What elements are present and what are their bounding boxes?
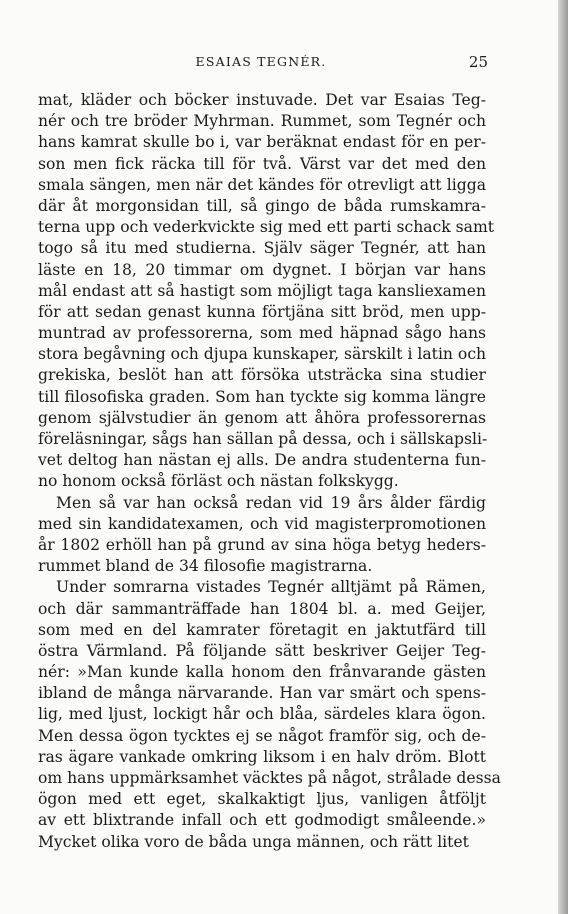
page-number: 25: [468, 53, 488, 71]
text-line: togo så itu med studierna. Själv säger Tegnér, att han: [38, 239, 486, 258]
text-line: lig, med ljust, lockigt hår och blåa, särdeles klara ögon.: [38, 705, 486, 724]
text-line: smala sängen, men när det kändes för otrevligt att ligga: [38, 175, 486, 194]
text-line: stora begåvning och djupa kunskaper, särskilt i latin och: [38, 345, 487, 364]
text-line: Mycket olika voro de båda unga männen, och rätt litet: [38, 832, 469, 851]
running-title: ESAIAS TEGNÉR.: [195, 54, 327, 69]
body-text: [38, 90, 501, 853]
text-line: rummet bland de 34 filosofie magistrarna.: [38, 557, 373, 576]
text-line: terna upp och vederkvickte sig med ett parti schack samt: [38, 218, 495, 237]
paragraph: [38, 577, 501, 852]
text-line: ibland de många närvarande. Han var smärt och spens-: [38, 684, 486, 703]
text-line: och där sammanträffade han 1804 bl. a. med Geijer,: [38, 599, 486, 618]
text-line: läste en 18, 20 timmar om dygnet. I början var hans: [38, 260, 486, 279]
text-line: av ett blixtrande infall och ett godmodigt småleende.»: [38, 811, 486, 830]
text-line: hans kamrat skulle bo i, var beräknat endast för en per-: [38, 133, 486, 152]
paragraph: [38, 90, 495, 493]
text-line: genom självstudier än genom att åhöra professorernas: [38, 408, 486, 427]
text-line: no honom också förläst och nästan folkskygg.: [38, 472, 399, 491]
text-line: om hans uppmärksamhet väcktes på något, strålade dessa: [38, 769, 501, 787]
text-line: mat, kläder och böcker instuvade. Det var Esaias Teg-: [38, 91, 486, 109]
text-line: vet deltog han nästan ej alls. De andra studenterna fun-: [38, 451, 486, 470]
text-line: Under somrarna vistades Tegnér alltjämt på Rämen,: [56, 578, 486, 597]
running-head: [38, 53, 488, 74]
text-line: nér: »Man kunde kalla honom den frånvarande gästen: [38, 663, 486, 682]
page-edge: [558, 0, 568, 914]
text-line: Men dessa ögon tycktes ej se något framför sig, och de-: [38, 726, 486, 745]
text-line: år 1802 erhöll han på grund av sina höga betyg heders-: [38, 535, 486, 554]
text-line: mål endast att så hastigt som möjligt taga kansliexamen: [38, 281, 486, 300]
paragraph: [38, 493, 486, 578]
text-line: grekiska, beslöt han att försöka utsträcka sina studier: [38, 366, 486, 385]
text-line: till filosofiska graden. Som han tyckte sig komma längre: [38, 387, 486, 406]
text-line: ögon med ett eget, skalkaktigt ljus, vanligen åtföljt: [38, 790, 486, 809]
text-line: föreläsningar, sågs han sällan på dessa, och i sällskapsli-: [38, 430, 488, 448]
text-line: som med en del kamrater företagit en jaktutfärd till: [38, 620, 486, 639]
text-line: östra Värmland. På följande sätt beskriver Geijer Teg-: [38, 641, 486, 660]
text-line: Men så var han också redan vid 19 års ålder färdig: [56, 493, 486, 512]
text-line: med sin kandidatexamen, och vid magisterpromotionen: [38, 514, 486, 533]
text-line: ras ägare vankade omkring liksom i en halv dröm. Blott: [38, 747, 486, 766]
text-line: muntrad av professorerna, som med häpnad sågo hans: [38, 324, 486, 343]
text-line: där åt morgonsidan till, så gingo de båda rumskamra-: [38, 196, 486, 215]
text-line: nér och tre bröder Myhrman. Rummet, som Tegnér och: [38, 112, 486, 131]
text-line: för att sedan genast kunna förtjäna sitt bröd, men upp-: [38, 302, 486, 321]
text-line: son men fick räcka till för två. Värst var det med den: [38, 154, 486, 173]
